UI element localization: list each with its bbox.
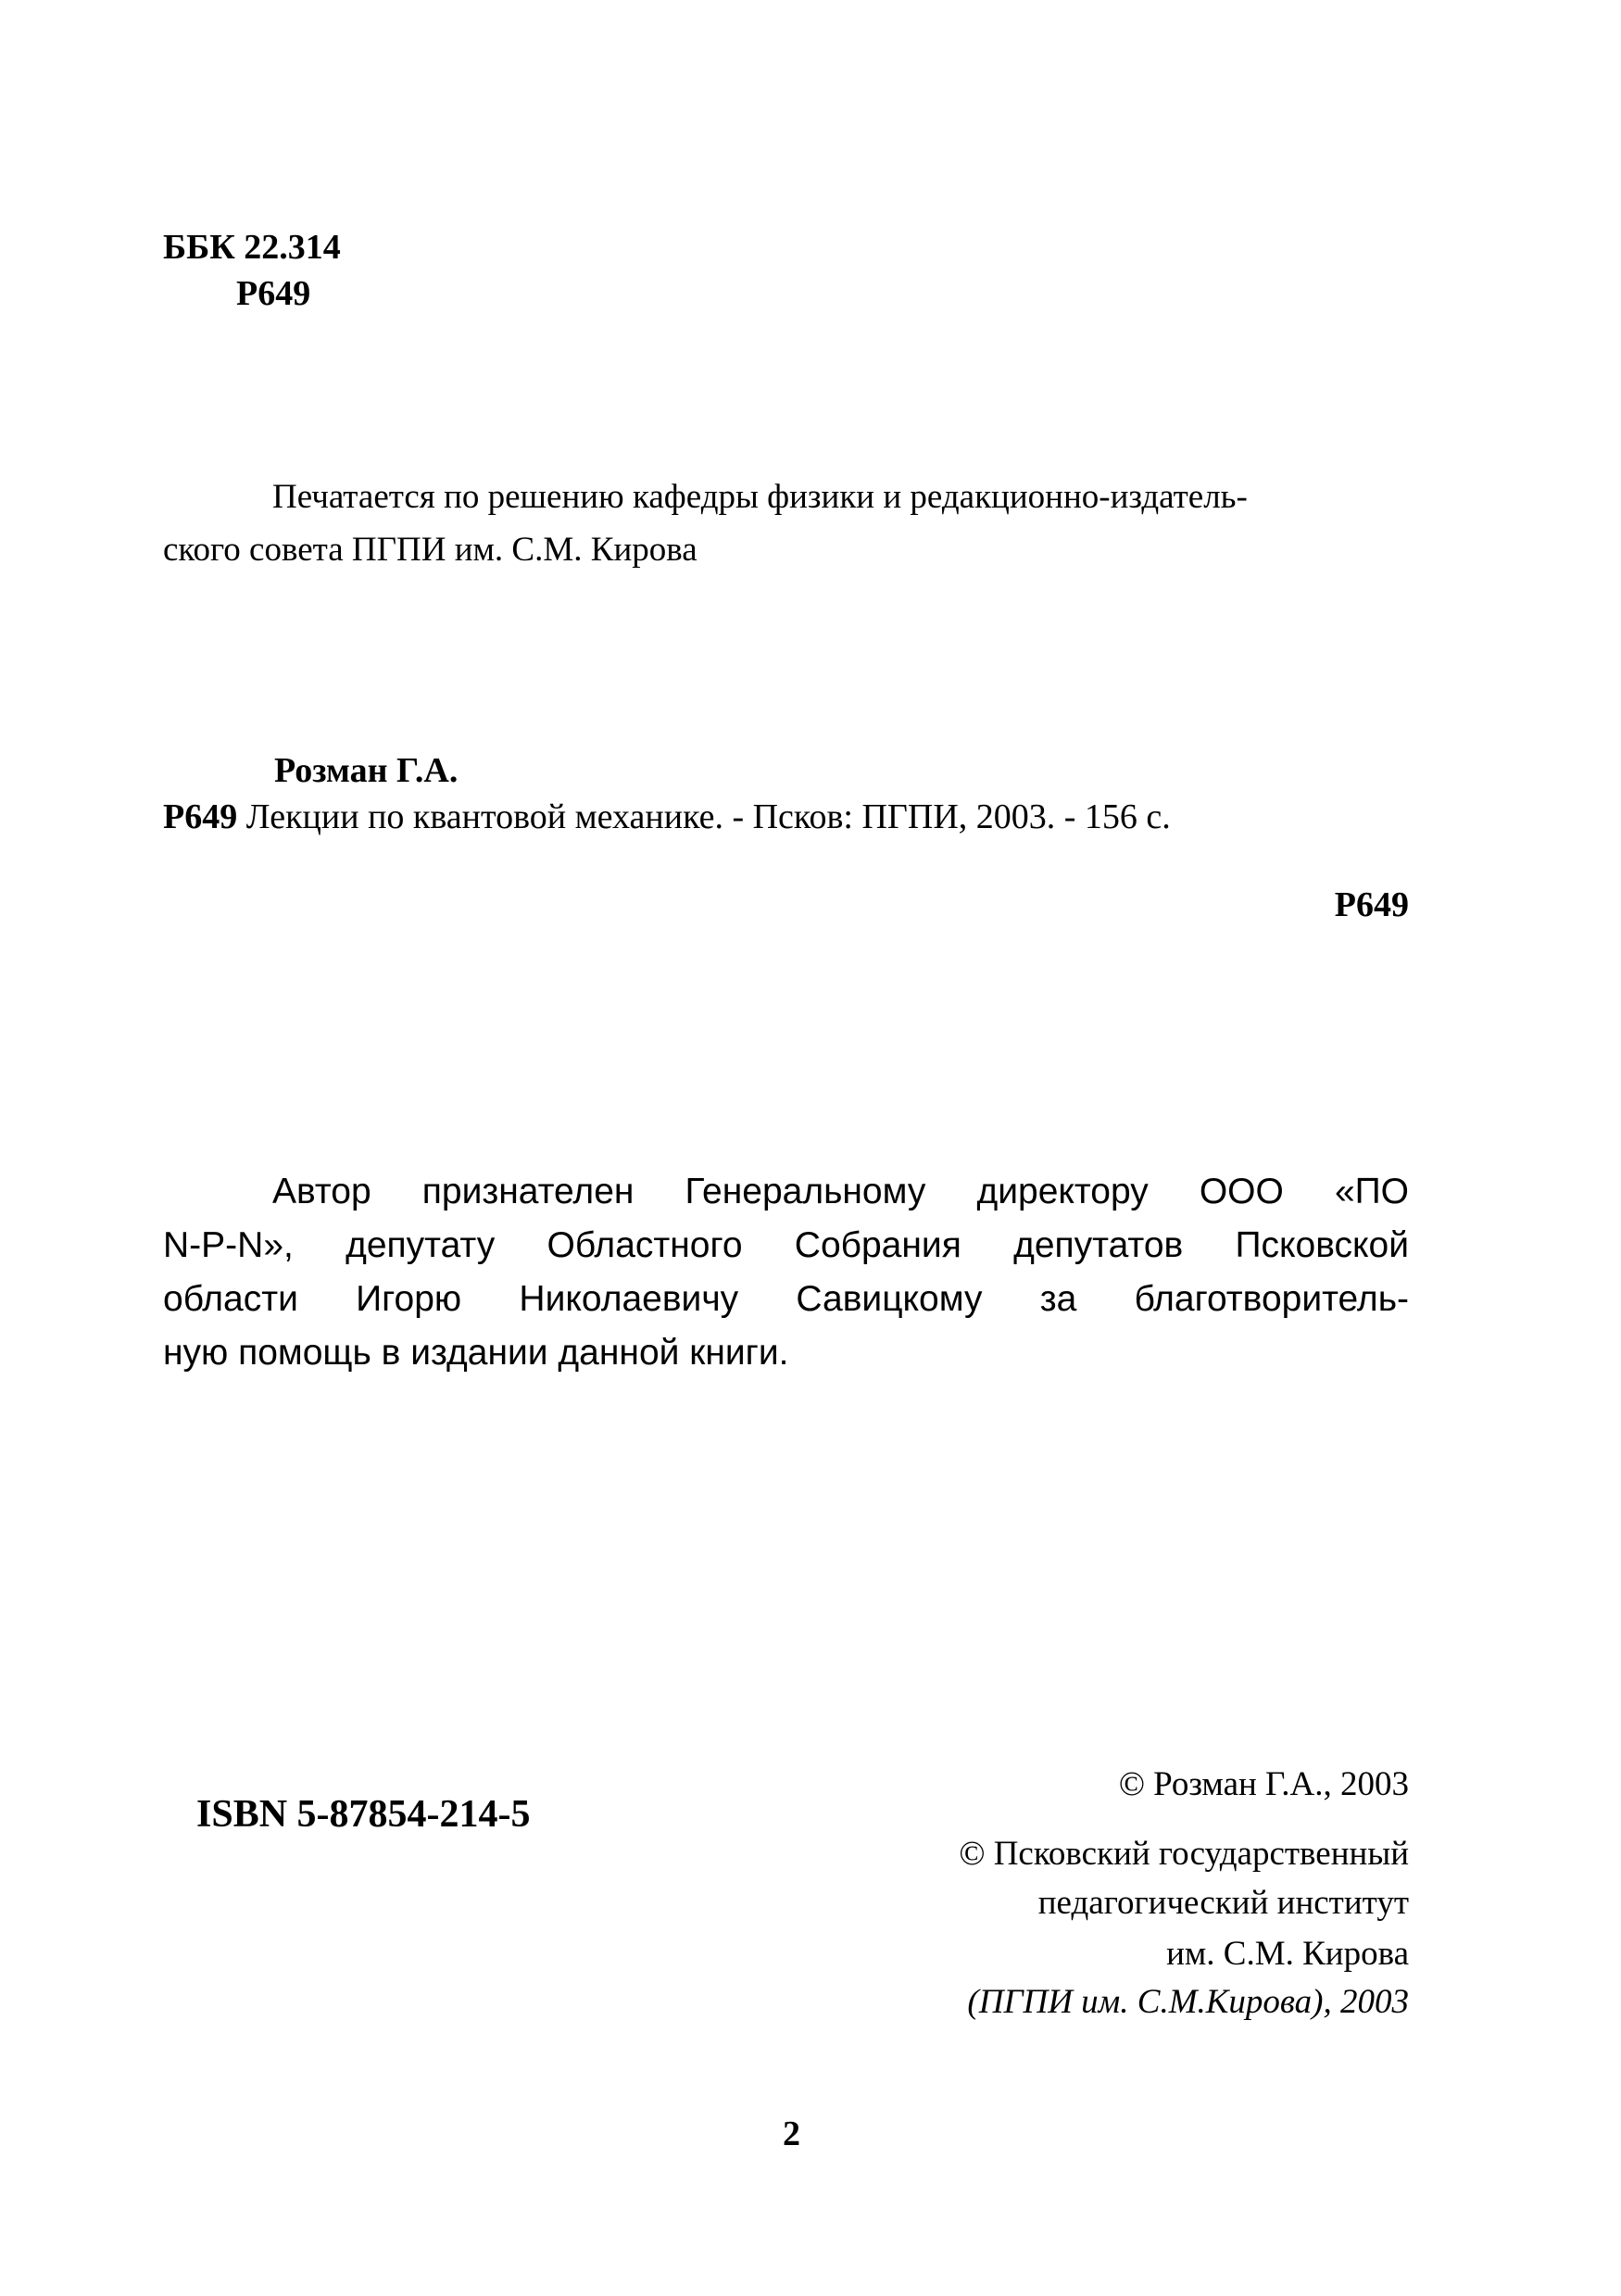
acknowledgment-paragraph (163, 1165, 1409, 1380)
copyright-institute-line-3: им. С.М. Кирова (1166, 1935, 1409, 1973)
bbk-classification: ББК 22.314 (163, 228, 341, 267)
bbk-author-code: Р649 (236, 274, 311, 313)
bibliography-entry (163, 797, 1171, 837)
copyright-author: © Розман Г.А., 2003 (1118, 1765, 1409, 1803)
acknowledgment-line-4: ную помощь в издании данной книги. (163, 1333, 789, 1373)
page-number: 2 (783, 2114, 800, 2153)
bibliography-author: Розман Г.А. (274, 751, 459, 790)
acknowledgment-line-1: Автор признателен Генеральному директору ООО «ПО (272, 1172, 1409, 1211)
bibliography-right-code: Р649 (1334, 885, 1409, 924)
copyright-institute-line-1: © Псковский государственный (959, 1835, 1409, 1873)
bibliography-title: Лекции по квантовой механике. - Псков: ПГПИ, 2003. - 156 с. (237, 797, 1171, 836)
isbn-number: ISBN 5-87854-214-5 (196, 1793, 531, 1836)
print-decision-line-1: Печатается по решению кафедры физики и редакционно-издатель- (272, 478, 1248, 516)
print-decision-line-2: ского совета ПГПИ им. С.М. Кирова (163, 531, 697, 569)
bibliography-code: Р649 (163, 797, 238, 836)
acknowledgment-line-2: N-P-N», депутату Областного Собрания депутатов Псковской (163, 1225, 1409, 1265)
print-decision-note (163, 470, 1409, 576)
acknowledgment-line-3: области Игорю Николаевичу Савицкому за благотворитель- (163, 1279, 1409, 1319)
copyright-institute-line-2: педагогический институт (1037, 1884, 1409, 1922)
copyright-institute-line-4: (ПГПИ им. С.М.Кирова), 2003 (967, 1983, 1409, 2021)
